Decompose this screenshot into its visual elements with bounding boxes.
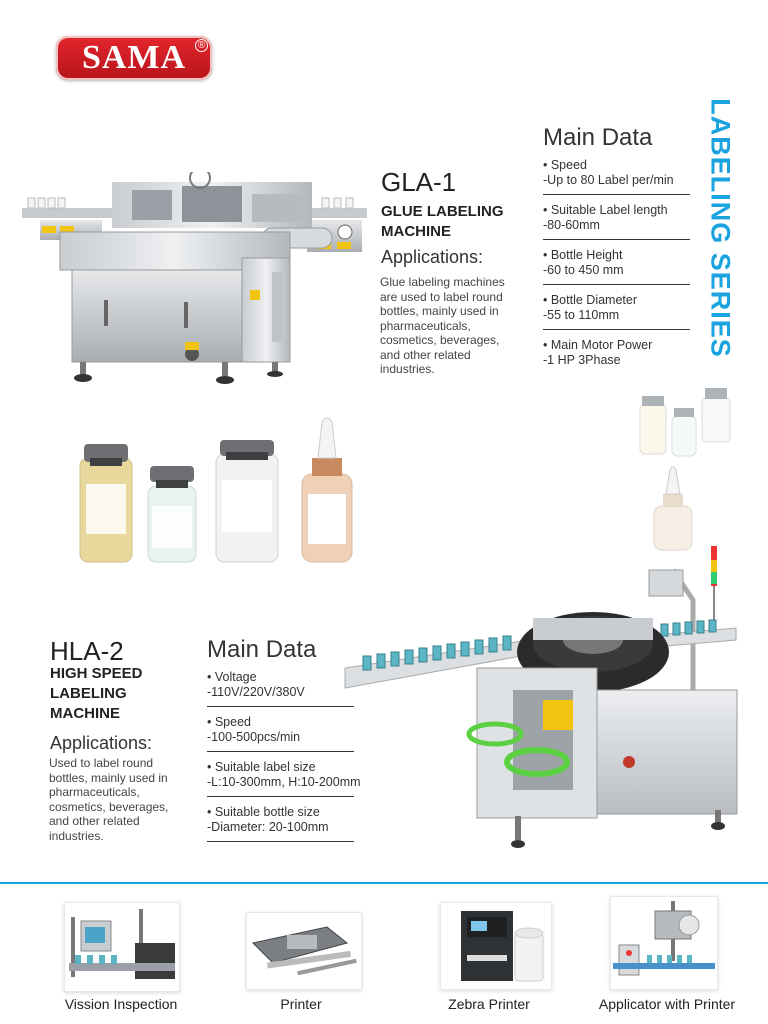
spec-item — [207, 760, 361, 790]
app-line: Glue labeling machines — [380, 275, 505, 289]
spec-label: • Suitable label size — [207, 760, 316, 774]
series-title-text: LABELING SERIES — [705, 98, 736, 358]
app-line: cosmetics, beverages, — [49, 799, 169, 814]
spec-value: -Up to 80 Label per/min — [543, 173, 674, 187]
app-line: cosmetics, beverages, — [380, 333, 500, 347]
high-speed-labeling-machine-image — [343, 540, 738, 854]
gla-subtitle-line2: MACHINE — [381, 223, 451, 240]
applicator-printer-icon — [610, 896, 718, 990]
spec-value: -L:10-300mm, H:10-200mm — [207, 775, 361, 789]
spec-value: -110V/220V/380V — [207, 685, 305, 699]
spec-label: • Speed — [543, 158, 587, 172]
zebra-printer-icon — [440, 902, 552, 990]
printer-icon — [246, 912, 362, 990]
spec-value: -55 to 110mm — [543, 308, 620, 322]
app-line: are used to label round — [380, 289, 503, 304]
divider — [543, 329, 690, 330]
spec-item — [543, 158, 690, 188]
spec-value: -Diameter: 20-100mm — [207, 820, 329, 834]
divider — [543, 284, 690, 285]
footer-label-zebra-printer: Zebra Printer — [448, 996, 530, 1012]
registered-mark: ® — [195, 39, 208, 52]
app-line: industries. — [49, 828, 104, 843]
app-line: pharmaceuticals, — [49, 785, 140, 799]
app-line: Used to label round — [49, 756, 154, 770]
logo-text: SAMA — [81, 39, 187, 76]
app-line: and other related — [49, 814, 140, 828]
app-line: and other related — [380, 347, 471, 362]
divider — [207, 751, 354, 752]
spec-item — [543, 338, 690, 368]
sample-bottles-image — [76, 414, 361, 566]
gla-model-title: GLA-1 — [381, 167, 457, 197]
app-line: industries. — [380, 362, 435, 376]
app-line: bottles, mainly used in — [380, 304, 499, 318]
gla-applications-text — [380, 275, 540, 377]
spec-label: • Main Motor Power — [543, 338, 653, 352]
hla-subtitle-line1: HIGH SPEED — [50, 665, 143, 682]
hla-applications-text — [49, 756, 204, 843]
spec-label: • Speed — [207, 715, 251, 729]
spec-label: • Bottle Diameter — [543, 293, 637, 307]
spec-value: -60 to 450 mm — [543, 263, 624, 277]
footer-divider — [0, 882, 768, 884]
small-vials-image — [630, 384, 740, 554]
spec-label: • Bottle Height — [543, 248, 623, 262]
gla-subtitle-line1: GLUE LABELING — [381, 203, 504, 220]
spec-label: • Suitable bottle size — [207, 805, 320, 819]
divider — [207, 796, 354, 797]
footer-label-vision-inspection: Vission Inspection — [64, 996, 178, 1012]
divider — [207, 841, 354, 842]
divider — [543, 239, 690, 240]
series-title — [700, 98, 740, 358]
spec-item — [543, 203, 690, 233]
spec-value: -1 HP 3Phase — [543, 353, 621, 367]
vision-inspection-machine-icon — [64, 902, 180, 992]
hla-applications-title: Applications: — [50, 733, 153, 753]
gla-applications-title: Applications: — [381, 247, 484, 267]
app-line: pharmaceuticals, — [380, 318, 471, 333]
spec-item — [207, 805, 354, 835]
spec-value: -100-500pcs/min — [207, 730, 301, 744]
app-line: bottles, mainly used in — [49, 770, 168, 785]
footer-label-printer: Printer — [280, 996, 322, 1012]
glue-labeling-machine-image — [22, 172, 367, 394]
divider — [543, 194, 690, 195]
divider — [207, 706, 354, 707]
spec-item — [543, 248, 690, 278]
spec-label: • Suitable Label length — [543, 203, 668, 217]
spec-item — [207, 670, 354, 700]
hla-model-title: HLA-2 — [50, 636, 124, 666]
spec-label: • Voltage — [207, 670, 257, 684]
hla-subtitle-line3: MACHINE — [50, 705, 120, 722]
spec-item — [543, 293, 690, 323]
spec-value: -80-60mm — [543, 218, 600, 232]
hla-main-data-title: Main Data — [207, 636, 317, 663]
spec-item — [207, 715, 354, 745]
footer-label-applicator: Applicator with Printer — [598, 996, 736, 1012]
hla-subtitle-line2: LABELING — [50, 685, 127, 702]
hla-spec-list — [207, 670, 361, 842]
gla-spec-list — [543, 158, 690, 368]
sama-logo — [56, 36, 212, 80]
gla-main-data-title: Main Data — [543, 124, 653, 151]
